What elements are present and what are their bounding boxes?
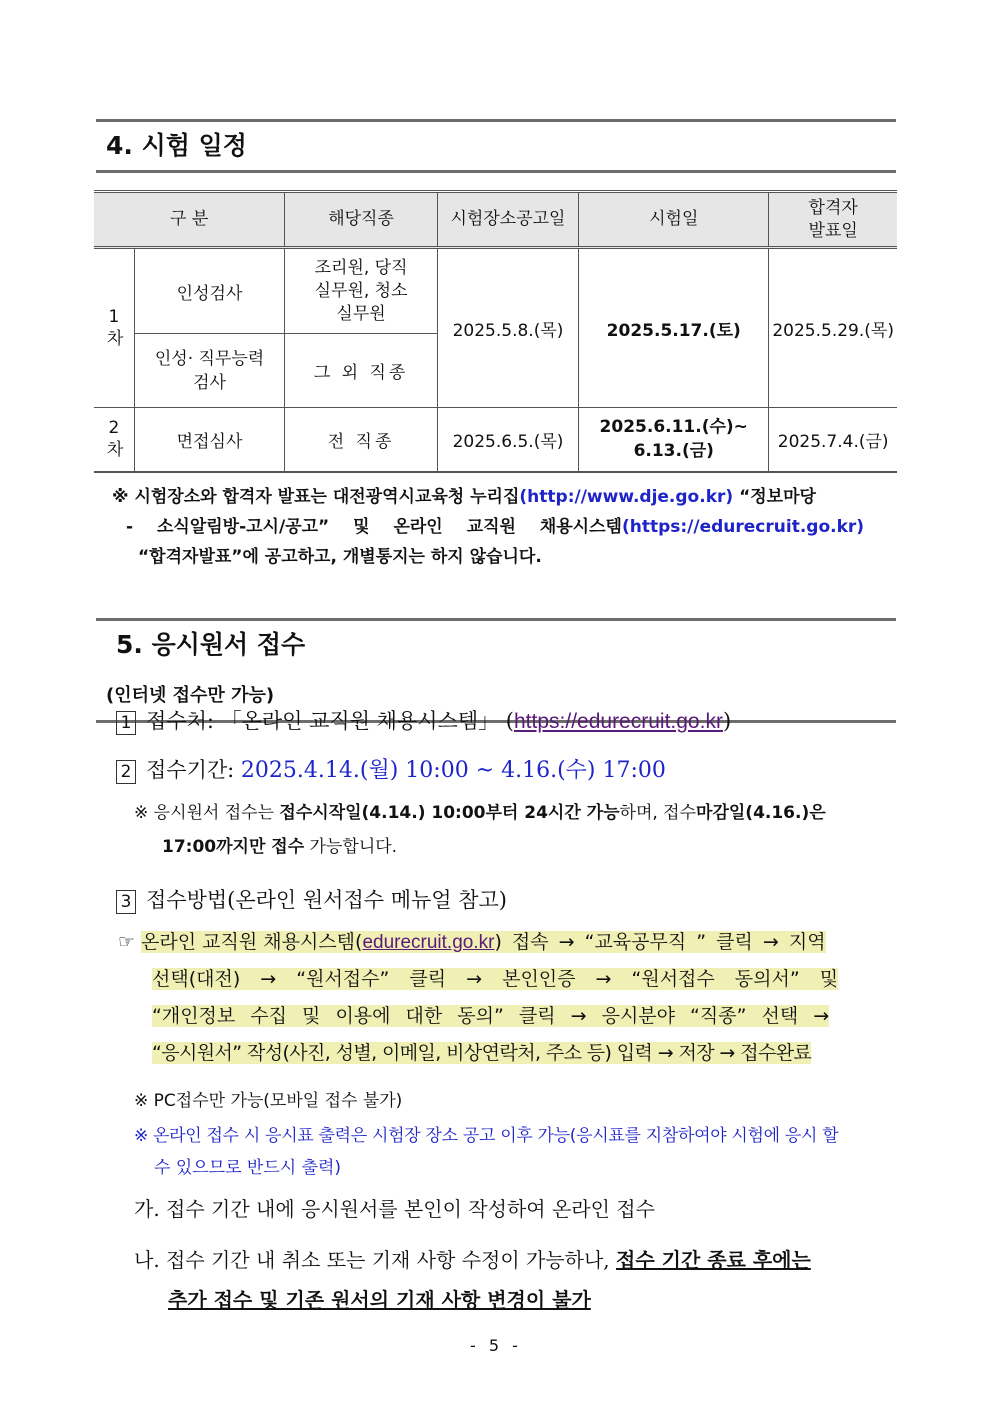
application-steps: ☞ 온라인 교직원 채용시스템(edurecruit.go.kr) 접속 → “교육공무직 ” 클릭 → 지역 선택(대전) → “원서접수” 클릭 → 본인인증 → “원서접수 동의서” 및 “개인정보 수집 및 이용에 대한 동의” 클릭 → 응시분야 “직종” 선택 → “응시원서” 작성(사진, 성별, 이메일, 비상연락처, 주소 등) 입력 → 저장 → 접수완료 [118,931,839,1064]
table-row [94,248,897,334]
round-1-exam-date: 2025.5.17.(토) [579,248,769,408]
section-5-title: 5. 응시원서 접수 [116,630,306,659]
section-4-heading [96,119,896,173]
round-1-label: 1 차 [94,248,134,408]
header-venue-notice-date: 시험장소공고일 [437,192,578,248]
number-box: 3 [116,890,136,914]
table-row [94,408,897,472]
item-3-method: 3 접수방법(온라인 원서접수 메뉴얼 참고) [116,884,507,914]
round-1-notice-date: 2025.5.8.(목) [437,248,578,408]
header-result-date: 합격자 발표일 [769,192,897,248]
application-period: 2025.4.14.(월) 10:00 ~ 4.16.(수) 17:00 [240,758,666,783]
clause-ga: 가. 접수 기간 내에 응시원서를 본인이 작성하여 온라인 접수 [134,1197,655,1221]
section-4-title: 4. 시험 일정 [106,131,247,160]
table-header-row [94,192,897,248]
number-box: 1 [116,711,136,735]
edurecruit-url[interactable]: (https://edurecruit.go.kr) [621,517,865,537]
round-2-notice-date: 2025.6.5.(목) [437,408,578,472]
round-1-type-b: 인성· 직무능력검사 [134,334,285,408]
exam-schedule-table [94,190,897,473]
round-2-jobs: 전 직종 [285,408,437,472]
dje-url[interactable]: (http://www.dje.go.kr) [519,487,734,507]
announcement-note: ※ 시험장소와 합격자 발표는 대전광역시교육청 누리집(http://www.dje.go.kr) “정보마당 - 소식알림방-고시/공고” 및 온라인 교직원 채용시스템(https://edurecruit.go.kr) “합격자발표”에 공고하고, 개별통지는 하지 않습니다. [112,487,865,567]
period-note: ※ 응시원서 접수는 접수시작일(4.14.) 10:00부터 24시간 가능하며, 접수마감일(4.16.)은 17:00까지만 접수 가능합니다. [134,803,826,857]
item-2-period: 2 접수기간: 2025.4.14.(월) 10:00 ~ 4.16.(수) 17:00 [116,753,666,784]
round-1-jobs-b: 그 외 직종 [285,334,437,408]
edurecruit-link-inline[interactable]: edurecruit.go.kr [362,932,495,953]
edurecruit-link[interactable]: https://edurecruit.go.kr [514,710,723,733]
header-job-type: 해당직종 [285,192,437,248]
header-exam-date: 시험일 [579,192,769,248]
round-2-label: 2 차 [94,408,134,472]
pc-only-note: ※ PC접수만 가능(모바일 접수 불가) [134,1091,403,1111]
round-1-result-date: 2025.5.29.(목) [769,248,897,408]
round-2-type: 면접심사 [134,408,285,472]
round-2-exam-date: 2025.6.11.(수)~ 6.13.(금) [579,408,769,472]
section-5-subtitle: (인터넷 접수만 가능) [106,685,275,706]
clause-na: 나. 접수 기간 내 취소 또는 기재 사항 수정이 가능하나, 접수 기간 종료 후에는 추가 접수 및 기존 원서의 기재 사항 변경이 불가 [134,1248,811,1312]
number-box: 2 [116,760,136,784]
page-number: - 5 - [470,1336,522,1355]
ticket-print-note: ※ 온라인 접수 시 응시표 출력은 시험장 장소 공고 이후 가능(응시표를 지참하여야 시험에 응시 할 수 있으므로 반드시 출력) [134,1126,839,1178]
pointing-hand-icon: ☞ [118,931,136,953]
round-1-jobs-a: 조리원, 당직실무원, 청소실무원 [285,248,437,334]
round-1-type-a: 인성검사 [134,248,285,334]
header-category: 구 분 [94,192,285,248]
item-1-venue: 1 접수처: 「온라인 교직원 채용시스템」 (https://edurecruit.go.kr) [116,705,731,735]
round-2-result-date: 2025.7.4.(금) [769,408,897,472]
